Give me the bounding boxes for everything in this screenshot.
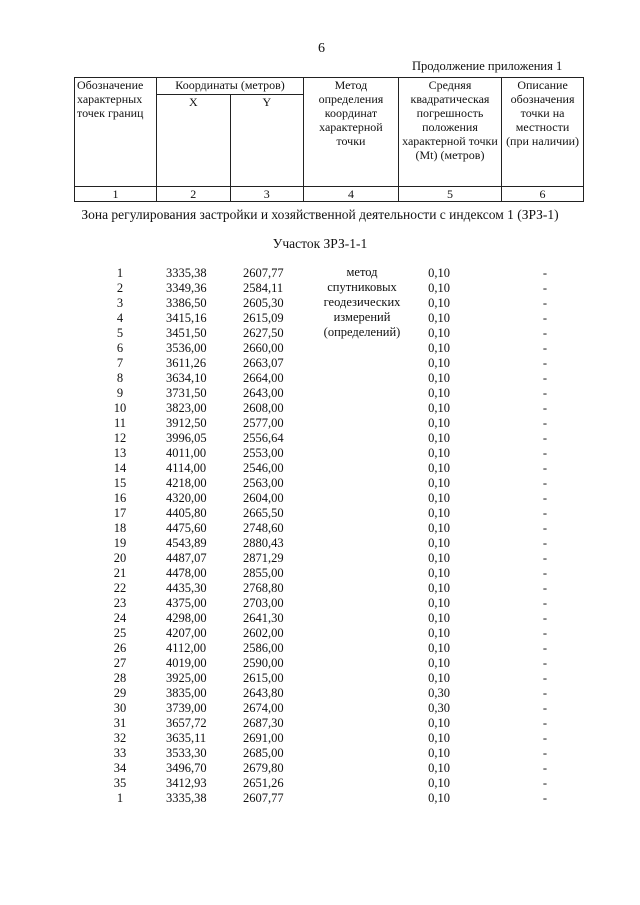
error-value: 0,30 bbox=[428, 686, 450, 700]
col-num-1: 1 bbox=[75, 187, 157, 202]
error-value: 0,10 bbox=[428, 731, 450, 745]
table-row bbox=[0, 716, 640, 731]
table-row bbox=[0, 356, 640, 371]
point-number: 31 bbox=[113, 716, 127, 730]
coord-x: 4298,00 bbox=[166, 611, 207, 625]
coord-x: 4435,30 bbox=[166, 581, 207, 595]
description-value: - bbox=[542, 611, 548, 625]
coord-y: 2687,30 bbox=[243, 716, 284, 730]
coord-x: 3996,05 bbox=[166, 431, 207, 445]
coord-x: 3496,70 bbox=[166, 761, 207, 775]
coord-x: 3739,00 bbox=[166, 701, 207, 715]
coord-y: 2602,00 bbox=[243, 626, 284, 640]
coord-x: 3386,50 bbox=[166, 296, 207, 310]
coord-y: 2674,00 bbox=[243, 701, 284, 715]
description-value: - bbox=[542, 266, 548, 280]
coord-y: 2703,00 bbox=[243, 596, 284, 610]
header-x: X bbox=[157, 95, 231, 187]
col-num-4: 4 bbox=[304, 187, 399, 202]
coord-y: 2641,30 bbox=[243, 611, 284, 625]
point-number: 35 bbox=[113, 776, 127, 790]
point-number: 18 bbox=[113, 521, 127, 535]
description-value: - bbox=[542, 686, 548, 700]
header-point-designation: Обозначение характерных точек границ bbox=[75, 78, 157, 187]
error-value: 0,10 bbox=[428, 491, 450, 505]
table-row bbox=[0, 311, 640, 326]
coord-y: 2664,00 bbox=[243, 371, 284, 385]
table-row bbox=[0, 401, 640, 416]
error-value: 0,10 bbox=[428, 746, 450, 760]
coord-y: 2563,00 bbox=[243, 476, 284, 490]
point-number: 23 bbox=[113, 596, 127, 610]
description-value: - bbox=[542, 416, 548, 430]
coord-x: 3611,26 bbox=[166, 356, 207, 370]
description-value: - bbox=[542, 731, 548, 745]
header-coordinates: Координаты (метров) bbox=[157, 78, 304, 95]
coord-x: 4478,00 bbox=[166, 566, 207, 580]
error-value: 0,10 bbox=[428, 596, 450, 610]
coord-x: 4320,00 bbox=[166, 491, 207, 505]
coord-y: 2880,43 bbox=[243, 536, 284, 550]
zone-title: Зона регулирования застройки и хозяйственной деятельности с индексом 1 (ЗРЗ-1) bbox=[81, 207, 559, 222]
table-row bbox=[0, 581, 640, 596]
error-value: 0,10 bbox=[428, 626, 450, 640]
section-title: Участок ЗРЗ-1-1 bbox=[272, 236, 368, 251]
page-number: 6 bbox=[318, 41, 325, 56]
table-row bbox=[0, 266, 640, 281]
table-row bbox=[0, 476, 640, 491]
error-value: 0,10 bbox=[428, 536, 450, 550]
coord-y: 2605,30 bbox=[243, 296, 284, 310]
table-row bbox=[0, 506, 640, 521]
description-value: - bbox=[542, 431, 548, 445]
point-number: 4 bbox=[116, 311, 124, 325]
coord-x: 3412,93 bbox=[166, 776, 207, 790]
coord-x: 3823,00 bbox=[166, 401, 207, 415]
coord-x: 4218,00 bbox=[166, 476, 207, 490]
coord-x: 3731,50 bbox=[166, 386, 207, 400]
method-line: геодезических bbox=[323, 295, 401, 309]
point-number: 13 bbox=[113, 446, 127, 460]
coord-y: 2615,00 bbox=[243, 671, 284, 685]
col-num-5: 5 bbox=[398, 187, 501, 202]
point-number: 1 bbox=[116, 266, 124, 280]
error-value: 0,10 bbox=[428, 281, 450, 295]
description-value: - bbox=[542, 491, 548, 505]
point-number: 26 bbox=[113, 641, 127, 655]
point-number: 1 bbox=[116, 791, 124, 805]
error-value: 0,10 bbox=[428, 356, 450, 370]
table-row bbox=[0, 641, 640, 656]
error-value: 0,10 bbox=[428, 521, 450, 535]
coord-y: 2627,50 bbox=[243, 326, 284, 340]
error-value: 0,10 bbox=[428, 566, 450, 580]
coord-x: 3835,00 bbox=[166, 686, 207, 700]
error-value: 0,10 bbox=[428, 476, 450, 490]
coord-y: 2643,80 bbox=[243, 686, 284, 700]
point-number: 28 bbox=[113, 671, 127, 685]
error-value: 0,10 bbox=[428, 401, 450, 415]
error-value: 0,10 bbox=[428, 446, 450, 460]
description-value: - bbox=[542, 671, 548, 685]
point-number: 16 bbox=[113, 491, 127, 505]
table-row bbox=[0, 296, 640, 311]
coord-y: 2768,80 bbox=[243, 581, 284, 595]
coord-x: 3925,00 bbox=[166, 671, 207, 685]
description-value: - bbox=[542, 326, 548, 340]
coord-y: 2748,60 bbox=[243, 521, 284, 535]
description-value: - bbox=[542, 746, 548, 760]
table-row bbox=[0, 491, 640, 506]
coord-x: 4543,89 bbox=[166, 536, 207, 550]
error-value: 0,10 bbox=[428, 671, 450, 685]
coord-y: 2685,00 bbox=[243, 746, 284, 760]
coord-x: 4019,00 bbox=[166, 656, 207, 670]
coord-x: 4207,00 bbox=[166, 626, 207, 640]
description-value: - bbox=[542, 506, 548, 520]
description-value: - bbox=[542, 281, 548, 295]
table-row bbox=[0, 686, 640, 701]
error-value: 0,10 bbox=[428, 416, 450, 430]
description-value: - bbox=[542, 476, 548, 490]
point-number: 17 bbox=[113, 506, 127, 520]
error-value: 0,10 bbox=[428, 296, 450, 310]
header-description: Описание обозначения точки на местности (при наличии) bbox=[502, 78, 584, 187]
method-line: спутниковых bbox=[327, 280, 397, 294]
point-number: 24 bbox=[113, 611, 127, 625]
table-row bbox=[0, 326, 640, 341]
coord-x: 3349,36 bbox=[166, 281, 207, 295]
table-row bbox=[0, 446, 640, 461]
coord-x: 3451,50 bbox=[166, 326, 207, 340]
coordinates-list bbox=[0, 266, 640, 806]
error-value: 0,10 bbox=[428, 461, 450, 475]
point-number: 8 bbox=[116, 371, 124, 385]
description-value: - bbox=[542, 521, 548, 535]
coord-y: 2577,00 bbox=[243, 416, 284, 430]
error-value: 0,10 bbox=[428, 611, 450, 625]
description-value: - bbox=[542, 386, 548, 400]
error-value: 0,10 bbox=[428, 326, 450, 340]
table-row bbox=[0, 536, 640, 551]
coord-y: 2590,00 bbox=[243, 656, 284, 670]
coord-y: 2665,50 bbox=[243, 506, 284, 520]
coord-y: 2615,09 bbox=[243, 311, 284, 325]
table-row bbox=[0, 596, 640, 611]
coord-x: 4114,00 bbox=[166, 461, 207, 475]
description-value: - bbox=[542, 551, 548, 565]
point-number: 15 bbox=[113, 476, 127, 490]
description-value: - bbox=[542, 791, 548, 805]
description-value: - bbox=[542, 341, 548, 355]
description-value: - bbox=[542, 461, 548, 475]
coord-y: 2553,00 bbox=[243, 446, 284, 460]
coord-x: 4011,00 bbox=[166, 446, 207, 460]
description-value: - bbox=[542, 401, 548, 415]
coord-x: 3533,30 bbox=[166, 746, 207, 760]
coord-x: 4405,80 bbox=[166, 506, 207, 520]
description-value: - bbox=[542, 626, 548, 640]
coord-y: 2584,11 bbox=[243, 281, 284, 295]
error-value: 0,10 bbox=[428, 551, 450, 565]
point-number: 21 bbox=[113, 566, 127, 580]
method-line: измерений bbox=[333, 310, 391, 324]
point-number: 7 bbox=[116, 356, 124, 370]
error-value: 0,10 bbox=[428, 641, 450, 655]
coord-y: 2855,00 bbox=[243, 566, 284, 580]
error-value: 0,10 bbox=[428, 581, 450, 595]
point-number: 9 bbox=[116, 386, 124, 400]
point-number: 20 bbox=[113, 551, 127, 565]
coord-x: 3912,50 bbox=[166, 416, 207, 430]
table-row bbox=[0, 611, 640, 626]
table-row bbox=[0, 386, 640, 401]
header-error: Средняя квадратическая погрешность положения характерной точки (Mt) (метров) bbox=[398, 78, 501, 187]
coord-x: 4487,07 bbox=[166, 551, 207, 565]
coord-y: 2643,00 bbox=[243, 386, 284, 400]
error-value: 0,10 bbox=[428, 266, 450, 280]
continuation-label: Продолжение приложения 1 bbox=[412, 59, 563, 73]
coord-y: 2871,29 bbox=[243, 551, 284, 565]
point-number: 2 bbox=[116, 281, 124, 295]
col-num-2: 2 bbox=[157, 187, 231, 202]
description-value: - bbox=[542, 581, 548, 595]
table-row bbox=[0, 776, 640, 791]
coord-y: 2604,00 bbox=[243, 491, 284, 505]
coord-y: 2608,00 bbox=[243, 401, 284, 415]
point-number: 3 bbox=[116, 296, 124, 310]
description-value: - bbox=[542, 566, 548, 580]
error-value: 0,10 bbox=[428, 386, 450, 400]
error-value: 0,10 bbox=[428, 431, 450, 445]
table-row bbox=[0, 701, 640, 716]
error-value: 0,10 bbox=[428, 311, 450, 325]
coord-y: 2607,77 bbox=[243, 266, 284, 280]
table-row bbox=[0, 656, 640, 671]
coord-x: 4475,60 bbox=[166, 521, 207, 535]
description-value: - bbox=[542, 371, 548, 385]
point-number: 5 bbox=[116, 326, 124, 340]
point-number: 33 bbox=[113, 746, 127, 760]
coord-y: 2546,00 bbox=[243, 461, 284, 475]
description-value: - bbox=[542, 596, 548, 610]
coord-x: 3657,72 bbox=[166, 716, 207, 730]
error-value: 0,10 bbox=[428, 716, 450, 730]
error-value: 0,10 bbox=[428, 371, 450, 385]
point-number: 22 bbox=[113, 581, 127, 595]
coord-x: 3634,10 bbox=[166, 371, 207, 385]
point-number: 32 bbox=[113, 731, 127, 745]
description-value: - bbox=[542, 311, 548, 325]
point-number: 11 bbox=[113, 416, 127, 430]
error-value: 0,30 bbox=[428, 701, 450, 715]
description-value: - bbox=[542, 761, 548, 775]
point-number: 12 bbox=[113, 431, 127, 445]
coord-x: 3536,00 bbox=[166, 341, 207, 355]
coord-y: 2556,64 bbox=[243, 431, 284, 445]
point-number: 6 bbox=[116, 341, 124, 355]
point-number: 30 bbox=[113, 701, 127, 715]
point-number: 19 bbox=[113, 536, 127, 550]
table-row bbox=[0, 566, 640, 581]
table-row bbox=[0, 341, 640, 356]
description-value: - bbox=[542, 716, 548, 730]
header-y: Y bbox=[230, 95, 304, 187]
table-row bbox=[0, 671, 640, 686]
table-row bbox=[0, 431, 640, 446]
table-row bbox=[0, 731, 640, 746]
coord-y: 2607,77 bbox=[243, 791, 284, 805]
description-value: - bbox=[542, 776, 548, 790]
table-row bbox=[0, 551, 640, 566]
coord-y: 2663,07 bbox=[243, 356, 284, 370]
point-number: 14 bbox=[113, 461, 127, 475]
table-row bbox=[0, 626, 640, 641]
error-value: 0,10 bbox=[428, 791, 450, 805]
table-header bbox=[74, 77, 584, 202]
description-value: - bbox=[542, 536, 548, 550]
table-row bbox=[0, 761, 640, 776]
col-num-3: 3 bbox=[230, 187, 304, 202]
header-method: Метод определения координат характерной точки bbox=[304, 78, 399, 187]
error-value: 0,10 bbox=[428, 656, 450, 670]
description-value: - bbox=[542, 296, 548, 310]
coord-x: 4375,00 bbox=[166, 596, 207, 610]
error-value: 0,10 bbox=[428, 761, 450, 775]
point-number: 25 bbox=[113, 626, 127, 640]
description-value: - bbox=[542, 446, 548, 460]
col-num-6: 6 bbox=[502, 187, 584, 202]
table-row bbox=[0, 461, 640, 476]
method-line: (определений) bbox=[323, 325, 401, 339]
coord-y: 2651,26 bbox=[243, 776, 284, 790]
coord-y: 2660,00 bbox=[243, 341, 284, 355]
coord-y: 2679,80 bbox=[243, 761, 284, 775]
table-row bbox=[0, 281, 640, 296]
table-row bbox=[0, 521, 640, 536]
coord-x: 3335,38 bbox=[166, 266, 207, 280]
description-value: - bbox=[542, 641, 548, 655]
description-value: - bbox=[542, 656, 548, 670]
coord-y: 2691,00 bbox=[243, 731, 284, 745]
error-value: 0,10 bbox=[428, 776, 450, 790]
coord-x: 4112,00 bbox=[166, 641, 207, 655]
error-value: 0,10 bbox=[428, 341, 450, 355]
point-number: 34 bbox=[113, 761, 127, 775]
table-row bbox=[0, 416, 640, 431]
coord-x: 3335,38 bbox=[166, 791, 207, 805]
table-row bbox=[0, 371, 640, 386]
table-row bbox=[0, 791, 640, 806]
method-line: метод bbox=[346, 265, 378, 279]
point-number: 27 bbox=[113, 656, 127, 670]
table-row bbox=[0, 746, 640, 761]
point-number: 29 bbox=[113, 686, 127, 700]
description-value: - bbox=[542, 701, 548, 715]
point-number: 10 bbox=[113, 401, 127, 415]
coord-y: 2586,00 bbox=[243, 641, 284, 655]
coord-x: 3415,16 bbox=[166, 311, 207, 325]
coord-x: 3635,11 bbox=[166, 731, 207, 745]
error-value: 0,10 bbox=[428, 506, 450, 520]
description-value: - bbox=[542, 356, 548, 370]
